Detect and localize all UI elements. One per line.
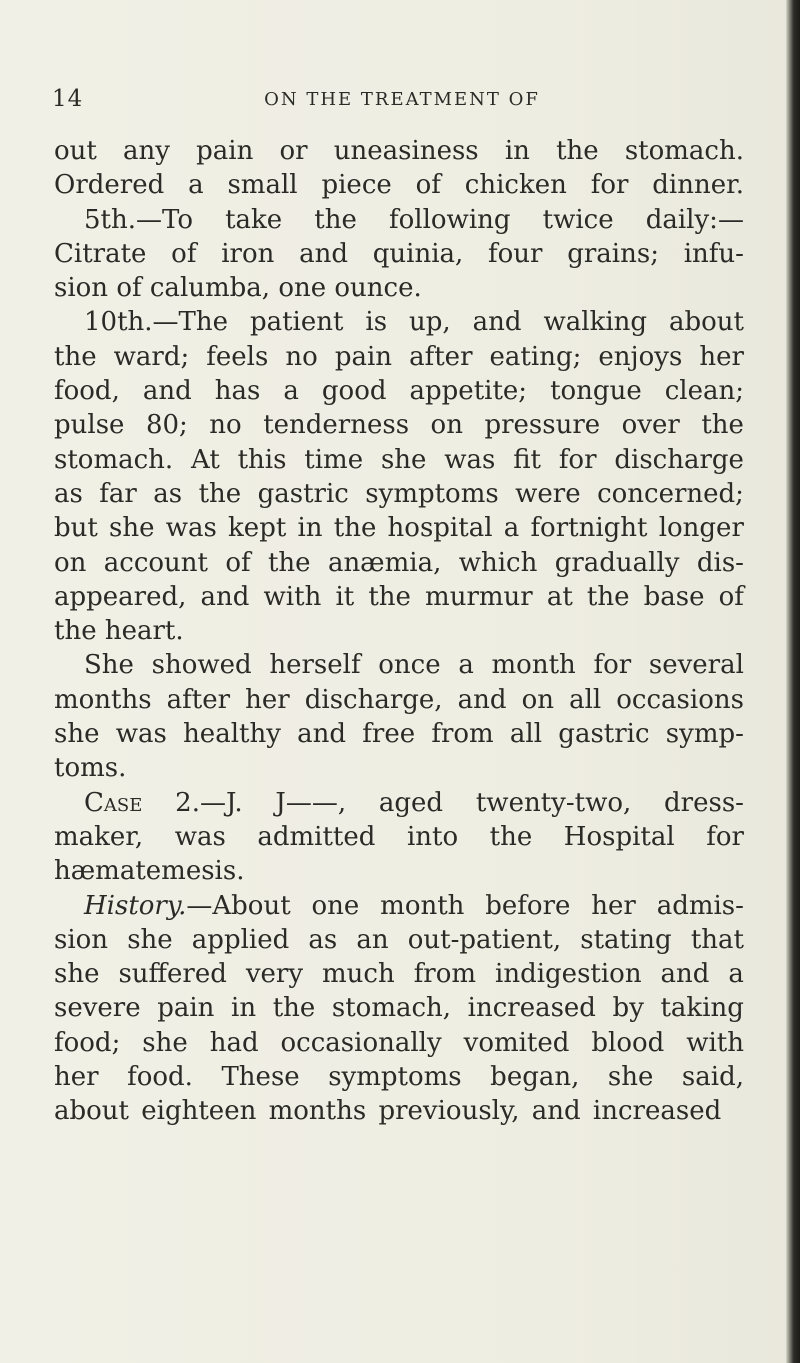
word: blood <box>591 1027 665 1058</box>
word: taking <box>660 993 744 1024</box>
word: 5th.—To <box>84 204 193 235</box>
word: with <box>263 581 322 612</box>
word: she <box>54 959 100 990</box>
text-line <box>54 477 744 511</box>
word: of <box>415 170 441 201</box>
word: were <box>515 478 581 509</box>
word: tongue <box>550 376 642 407</box>
word: gradually <box>554 547 680 578</box>
word: food; <box>54 1027 121 1058</box>
word: small <box>227 170 298 201</box>
word: admitted <box>257 821 376 852</box>
word: out <box>54 136 97 166</box>
word: dis- <box>696 547 744 578</box>
word: herself <box>269 650 361 681</box>
text-line <box>54 546 744 580</box>
word: and <box>297 719 347 750</box>
word: a <box>188 170 204 201</box>
word: stomach. <box>624 136 744 166</box>
word: she <box>607 1062 654 1093</box>
word: an <box>356 924 389 955</box>
word: no <box>285 341 318 372</box>
word: free <box>362 719 416 750</box>
text-line <box>54 820 744 854</box>
word: for <box>558 444 597 475</box>
word: food, <box>54 376 120 407</box>
word: as <box>54 478 83 509</box>
word: ounce. <box>334 273 422 304</box>
text-line <box>54 683 744 717</box>
word: from <box>431 719 494 750</box>
word: she <box>54 719 100 750</box>
word: account <box>103 547 208 578</box>
word: the <box>556 136 599 166</box>
word: These <box>221 1062 300 1093</box>
word: increased <box>467 993 596 1024</box>
word: for <box>590 170 629 201</box>
text-line <box>54 923 744 957</box>
word: the <box>54 341 97 372</box>
word: of <box>116 273 142 304</box>
word: twice <box>542 204 614 235</box>
word: was <box>174 821 226 852</box>
word: daily:— <box>645 204 744 235</box>
text-line <box>54 305 744 339</box>
word: showed <box>151 650 252 681</box>
word: of <box>225 547 251 578</box>
word: her <box>245 684 290 715</box>
word: very <box>245 959 304 990</box>
word: on <box>430 410 463 441</box>
text-line <box>54 340 744 374</box>
text-line <box>54 580 744 614</box>
word: months <box>54 684 152 715</box>
word: stomach. <box>54 444 174 475</box>
word: the <box>198 478 242 509</box>
text-line <box>54 614 744 648</box>
word: appetite; <box>409 376 528 407</box>
word: and <box>457 684 507 715</box>
word: said, <box>681 1062 744 1093</box>
text-line <box>54 1060 744 1094</box>
word: tenderness <box>263 410 410 441</box>
word: indigestion <box>495 959 642 990</box>
word: but <box>54 513 98 544</box>
word: her <box>591 890 636 921</box>
word: pain <box>157 993 215 1024</box>
word: heart. <box>104 616 184 647</box>
word: the <box>586 581 630 612</box>
word: sion <box>54 273 109 304</box>
word: up, <box>409 307 451 338</box>
word: from <box>413 959 477 990</box>
word: on <box>521 684 554 715</box>
word: before <box>485 890 571 921</box>
word: calumba, <box>149 273 271 304</box>
page-edge-shadow <box>786 0 800 1363</box>
word: of <box>718 581 744 612</box>
word: infu- <box>683 238 744 269</box>
word: she <box>142 1027 188 1058</box>
text-line <box>54 648 744 682</box>
word: 2.—J. <box>175 787 243 818</box>
word: time <box>304 444 364 475</box>
word: a <box>458 650 474 681</box>
word: discharge, <box>304 684 443 715</box>
word: is <box>365 307 388 338</box>
word: on <box>54 547 87 578</box>
word: stomach, <box>331 993 452 1024</box>
word: pulse <box>54 410 125 441</box>
word: She <box>84 650 134 681</box>
word: in <box>504 136 530 166</box>
word: any <box>123 136 170 166</box>
word: began, <box>490 1062 580 1093</box>
word: as <box>153 478 183 509</box>
word: after <box>409 341 473 372</box>
text-line <box>54 1026 744 1060</box>
word: At <box>191 444 220 475</box>
word: occasionally <box>280 1027 442 1058</box>
word: has <box>214 376 261 407</box>
word: eating; <box>489 341 582 372</box>
word: feels <box>206 341 269 372</box>
word: was <box>444 444 496 475</box>
word: occasions <box>616 684 744 715</box>
word: food. <box>127 1062 193 1093</box>
word: aged <box>378 787 444 818</box>
word: dinner. <box>652 170 744 201</box>
word: clean; <box>664 376 744 407</box>
word: increased <box>592 1096 722 1127</box>
word: at <box>546 581 573 612</box>
word: after <box>166 684 231 715</box>
word: the <box>489 821 533 852</box>
word: the <box>267 547 311 578</box>
word: kept <box>228 513 287 544</box>
word: a <box>283 376 299 407</box>
word: far <box>99 478 137 509</box>
word: and <box>142 376 192 407</box>
word: the <box>333 513 377 544</box>
word: all <box>569 684 602 715</box>
word: once <box>378 650 441 681</box>
word: all <box>509 719 543 750</box>
text-line <box>54 854 744 888</box>
word: patient <box>249 307 344 338</box>
word: of <box>171 238 197 269</box>
word: quinia, <box>372 238 464 269</box>
word: she <box>127 924 173 955</box>
word: about <box>668 307 744 338</box>
word: discharge <box>614 444 744 475</box>
word: into <box>406 821 459 852</box>
word: following <box>389 204 511 235</box>
word: for <box>593 650 632 681</box>
word: a <box>728 959 744 990</box>
word: out-patient, <box>407 924 562 955</box>
word: that <box>690 924 744 955</box>
word: piece <box>321 170 392 201</box>
word: applied <box>191 924 290 955</box>
text-line <box>54 134 744 168</box>
word: fortnight <box>530 513 648 544</box>
text-line <box>54 751 744 785</box>
word: concerned; <box>597 478 744 509</box>
text-line <box>54 717 744 751</box>
word: and <box>299 238 348 269</box>
word: symptoms <box>328 1062 462 1093</box>
word: 10th.—The <box>84 307 229 338</box>
word: a <box>503 513 520 544</box>
word: was <box>115 719 167 750</box>
word: the <box>314 204 357 235</box>
word: hæmatemesis. <box>54 856 245 887</box>
word: or <box>279 136 308 166</box>
word: the <box>368 581 411 612</box>
word: and <box>200 581 250 612</box>
text-line <box>54 786 744 820</box>
word: murmur <box>425 581 533 612</box>
word: with <box>686 1027 744 1058</box>
word: iron <box>221 238 275 269</box>
word: eighteen <box>141 1096 257 1127</box>
running-head <box>52 86 752 116</box>
word: ward; <box>113 341 190 372</box>
word: this <box>237 444 287 475</box>
word: chicken <box>464 170 567 201</box>
word: Ordered <box>54 170 165 201</box>
word: 80; <box>145 410 188 441</box>
word: anæmia, <box>327 547 442 578</box>
word: her <box>54 1062 99 1093</box>
word: about <box>54 1096 129 1127</box>
word: admis- <box>656 890 744 921</box>
text-line <box>54 1094 744 1128</box>
word: appeared, <box>54 581 187 612</box>
word: had <box>209 1027 259 1058</box>
word: and <box>472 307 522 338</box>
text-line <box>54 168 744 202</box>
word: four <box>488 238 543 269</box>
word: in <box>297 513 323 544</box>
word: the <box>701 410 744 441</box>
text-line <box>54 991 744 1025</box>
word: sion <box>54 924 109 955</box>
word: pain <box>334 341 393 372</box>
text-line <box>54 203 744 237</box>
text-line <box>54 237 744 271</box>
word: which <box>458 547 538 578</box>
word: History.—About <box>84 890 291 921</box>
word: symp- <box>665 719 744 750</box>
word: the <box>54 616 97 647</box>
word: longer <box>658 513 744 544</box>
page-number: 14 <box>52 86 84 112</box>
word: toms. <box>54 753 127 784</box>
word: much <box>322 959 395 990</box>
running-title: ON THE TREATMENT OF <box>264 89 540 110</box>
word: months <box>268 1096 367 1127</box>
text-line <box>54 957 744 991</box>
word: hospital <box>387 513 493 544</box>
word: pain <box>196 136 254 166</box>
word: maker, <box>54 821 144 852</box>
text-line <box>54 374 744 408</box>
word: walking <box>543 307 648 338</box>
word: dress- <box>664 787 744 818</box>
word: gastric <box>558 719 650 750</box>
word: Hospital <box>563 821 675 852</box>
word: month <box>491 650 576 681</box>
word: one <box>311 890 360 921</box>
word: stating <box>580 924 672 955</box>
text-line <box>54 408 744 442</box>
word: uneasiness <box>333 136 479 166</box>
word: gastric <box>257 478 349 509</box>
word: no <box>209 410 242 441</box>
word: in <box>231 993 257 1024</box>
word: the <box>272 993 316 1024</box>
word: base <box>643 581 705 612</box>
word: J——, <box>275 787 347 818</box>
word: and <box>660 959 710 990</box>
word: pressure <box>484 410 601 441</box>
word: it <box>335 581 355 612</box>
word: for <box>706 821 744 852</box>
word: as <box>308 924 338 955</box>
word: grains; <box>567 238 659 269</box>
word: twenty-two, <box>475 787 632 818</box>
word: previously, <box>378 1096 520 1127</box>
word: enjoys <box>598 341 683 372</box>
word: several <box>648 650 744 681</box>
body-text <box>54 134 744 1129</box>
word: fit <box>513 444 541 475</box>
word: was <box>165 513 217 544</box>
word: take <box>225 204 283 235</box>
word: suffered <box>118 959 227 990</box>
word: one <box>278 273 327 304</box>
word: and <box>531 1096 581 1127</box>
word: her <box>699 341 744 372</box>
text-line <box>54 271 744 305</box>
word: Case <box>84 787 143 818</box>
word: month <box>380 890 465 921</box>
word: by <box>612 993 644 1024</box>
word: she <box>109 513 155 544</box>
word: she <box>380 444 427 475</box>
word: vomited <box>463 1027 570 1058</box>
word: severe <box>54 993 141 1024</box>
word: Citrate <box>54 238 147 269</box>
word: over <box>621 410 680 441</box>
text-line <box>54 889 744 923</box>
text-line <box>54 443 744 477</box>
word: good <box>321 376 387 407</box>
word: healthy <box>183 719 281 750</box>
text-line <box>54 511 744 545</box>
word: symptoms <box>365 478 499 509</box>
